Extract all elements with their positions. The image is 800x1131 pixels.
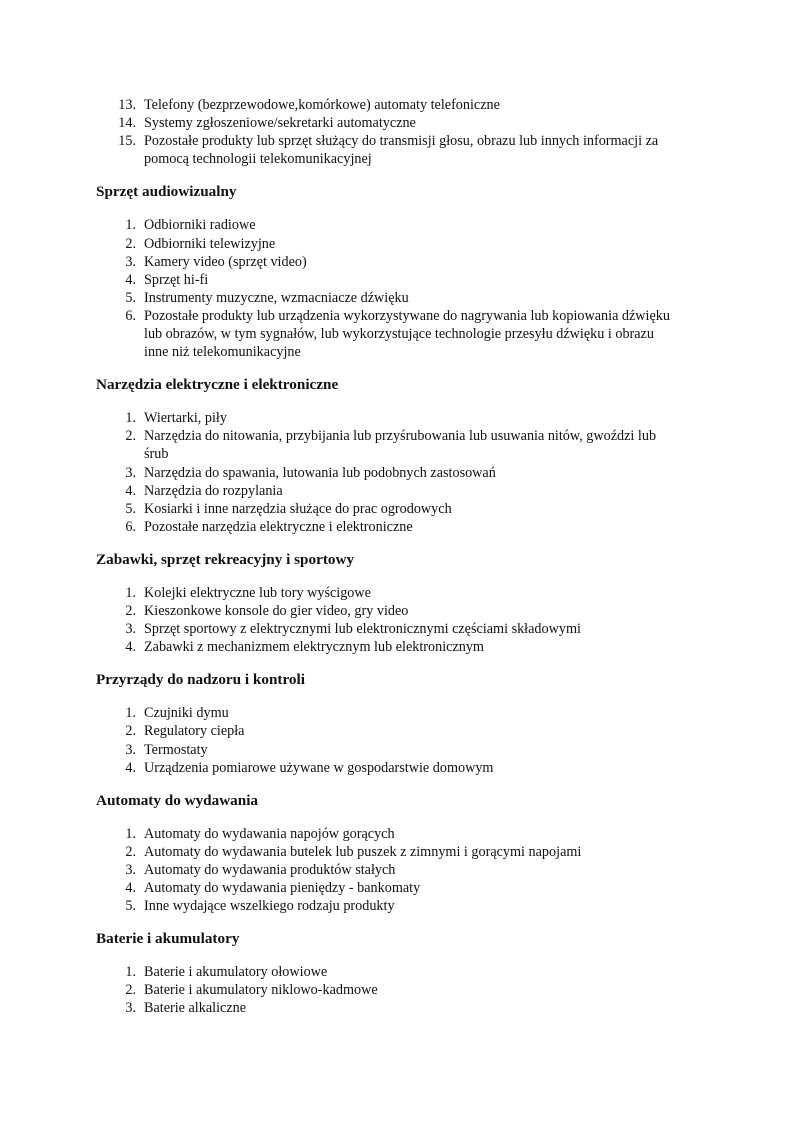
list-item-number: 2. xyxy=(125,235,136,252)
list-item-line: Baterie i akumulatory niklowo-kadmowe xyxy=(144,982,378,999)
list-item-number: 3. xyxy=(125,253,136,270)
list-item-number: 4. xyxy=(125,482,136,499)
list-item-line: Odbiorniki telewizyjne xyxy=(144,235,276,252)
list-item-line: Inne wydające wszelkiego rodzaju produkty xyxy=(144,898,395,915)
list-item-line: pomocą technologii telekomunikacyjnej xyxy=(144,151,372,168)
list-item-line: Pozostałe produkty lub urządzenia wykorzystywane do nagrywania lub kopiowania dźwięku xyxy=(144,307,670,324)
list-item-text xyxy=(144,825,395,843)
list-item-line: Automaty do wydawania pieniędzy - bankomaty xyxy=(144,880,421,896)
list-item-line: Pozostałe produkty lub sprzęt służący do transmisji głosu, obrazu lub innych informacji za xyxy=(144,133,659,150)
list-item-line: Automaty do wydawania butelek lub puszek z zimnymi i gorącymi napojami xyxy=(144,843,582,860)
list-item-number: 13. xyxy=(118,97,136,113)
list-item-line: Wiertarki, piły xyxy=(144,410,227,427)
list-item-line: Sprzęt hi-fi xyxy=(144,271,209,288)
list-item-line: Instrumenty muzyczne, wzmacniacze dźwięku xyxy=(144,289,409,306)
list-item-text xyxy=(144,759,493,777)
list-item-line: Termostaty xyxy=(144,741,208,758)
list-item-text xyxy=(144,722,244,740)
list-item-text xyxy=(144,464,496,482)
list-item-text xyxy=(144,704,229,722)
list-item-number: 1. xyxy=(125,705,136,722)
list-item-line: Narzędzia do spawania, lutowania lub podobnych zastosowań xyxy=(144,464,496,481)
list-item-text xyxy=(144,981,378,999)
list-item-line: lub obrazów, w tym sygnałów, lub wykorzystujące technologie przesyłu dźwięku i obrazu xyxy=(144,325,654,342)
list-item-number: 1. xyxy=(125,964,136,981)
list-item-text xyxy=(144,114,416,132)
list-item-number: 1. xyxy=(125,410,136,427)
list-item-text xyxy=(144,741,208,759)
section-heading: Narzędzia elektryczne i elektroniczne xyxy=(96,376,339,394)
list-item-number: 14. xyxy=(118,115,136,132)
list-item-text xyxy=(144,861,395,879)
list-item-line: Narzędzia do rozpylania xyxy=(144,482,283,499)
list-item-number: 2. xyxy=(125,843,136,860)
list-item-text xyxy=(144,96,500,114)
list-item-text xyxy=(144,879,420,897)
section-heading: Baterie i akumulatory xyxy=(96,930,240,948)
list-item-text xyxy=(144,638,484,656)
list-item-number: 5. xyxy=(125,500,136,517)
list-item-text xyxy=(144,253,307,271)
list-item-number: 6. xyxy=(125,307,136,324)
list-item-text xyxy=(144,518,413,536)
list-item-line: Sprzęt sportowy z elektrycznymi lub elektronicznymi częściami składowymi xyxy=(144,621,581,638)
list-item-line: Kieszonkowe konsole do gier video, gry video xyxy=(144,603,409,619)
list-item-number: 2. xyxy=(125,603,136,619)
list-item-text xyxy=(144,584,371,602)
list-item-line: Automaty do wydawania produktów stałych xyxy=(144,861,396,878)
list-item-number: 6. xyxy=(125,518,136,535)
list-item-line: Automaty do wydawania napojów gorących xyxy=(144,825,395,842)
list-item-text xyxy=(144,843,581,861)
list-item-number: 1. xyxy=(125,217,136,234)
section-heading: Zabawki, sprzęt rekreacyjny i sportowy xyxy=(96,550,355,568)
list-item-line: Kolejki elektryczne lub tory wyścigowe xyxy=(144,584,371,601)
list-item-text xyxy=(144,132,658,168)
list-item-text xyxy=(144,482,283,500)
list-item-line: Baterie i akumulatory ołowiowe xyxy=(144,964,328,981)
list-item-text xyxy=(144,999,246,1017)
list-item-number: 3. xyxy=(125,1000,136,1017)
list-item-number: 5. xyxy=(125,289,136,306)
list-item-text xyxy=(144,500,452,518)
list-item-line: Kamery video (sprzęt video) xyxy=(144,253,307,270)
list-item-line: Baterie alkaliczne xyxy=(144,1000,247,1017)
list-item-line: Urządzenia pomiarowe używane w gospodarstwie domowym xyxy=(144,759,494,776)
list-item-line: Odbiorniki radiowe xyxy=(144,217,256,234)
list-item-number: 5. xyxy=(125,898,136,915)
list-item-number: 3. xyxy=(125,861,136,878)
list-item-text xyxy=(144,897,395,915)
list-item-number: 4. xyxy=(125,639,136,656)
list-item-line: Regulatory ciepła xyxy=(144,723,245,740)
list-item-text xyxy=(144,963,327,981)
list-item-text xyxy=(144,620,581,638)
list-item-text xyxy=(144,271,208,289)
list-item-line: Pozostałe narzędzia elektryczne i elektroniczne xyxy=(144,518,413,535)
list-item-number: 1. xyxy=(125,584,136,601)
list-item-line: Kosiarki i inne narzędzia służące do prac ogrodowych xyxy=(144,500,452,517)
list-item-text xyxy=(144,216,256,234)
list-item-text xyxy=(144,409,227,427)
list-item-line: Telefony (bezprzewodowe,komórkowe) automaty telefoniczne xyxy=(144,97,500,113)
list-item-line: Narzędzia do nitowania, przybijania lub przyśrubowania lub usuwania nitów, gwoździ lub xyxy=(144,428,657,445)
list-item-number: 4. xyxy=(125,271,136,288)
list-item-number: 4. xyxy=(125,759,136,776)
list-item-number: 2. xyxy=(125,428,136,445)
list-item-line: Zabawki z mechanizmem elektrycznym lub elektronicznym xyxy=(144,639,484,656)
list-item-line: inne niż telekomunikacyjne xyxy=(144,344,301,361)
section-heading: Sprzęt audiowizualny xyxy=(96,183,237,201)
list-item-text xyxy=(144,289,409,307)
list-item-text xyxy=(144,602,408,620)
list-item-number: 3. xyxy=(125,621,136,638)
list-item-number: 3. xyxy=(125,741,136,758)
list-item-line: śrub xyxy=(144,446,169,463)
list-item-number: 4. xyxy=(125,880,136,896)
list-item-number: 3. xyxy=(125,464,136,481)
list-item-line: Czujniki dymu xyxy=(144,705,229,722)
section-heading: Przyrządy do nadzoru i kontroli xyxy=(96,671,305,689)
section-heading: Automaty do wydawania xyxy=(96,791,259,809)
list-item-text xyxy=(144,235,275,253)
list-item-text xyxy=(144,427,656,463)
list-item-number: 15. xyxy=(118,133,136,150)
list-item-text xyxy=(144,307,670,361)
list-item-number: 2. xyxy=(125,723,136,740)
list-item-number: 2. xyxy=(125,982,136,999)
list-item-number: 1. xyxy=(125,825,136,842)
list-item-line: Systemy zgłoszeniowe/sekretarki automatyczne xyxy=(144,115,416,132)
